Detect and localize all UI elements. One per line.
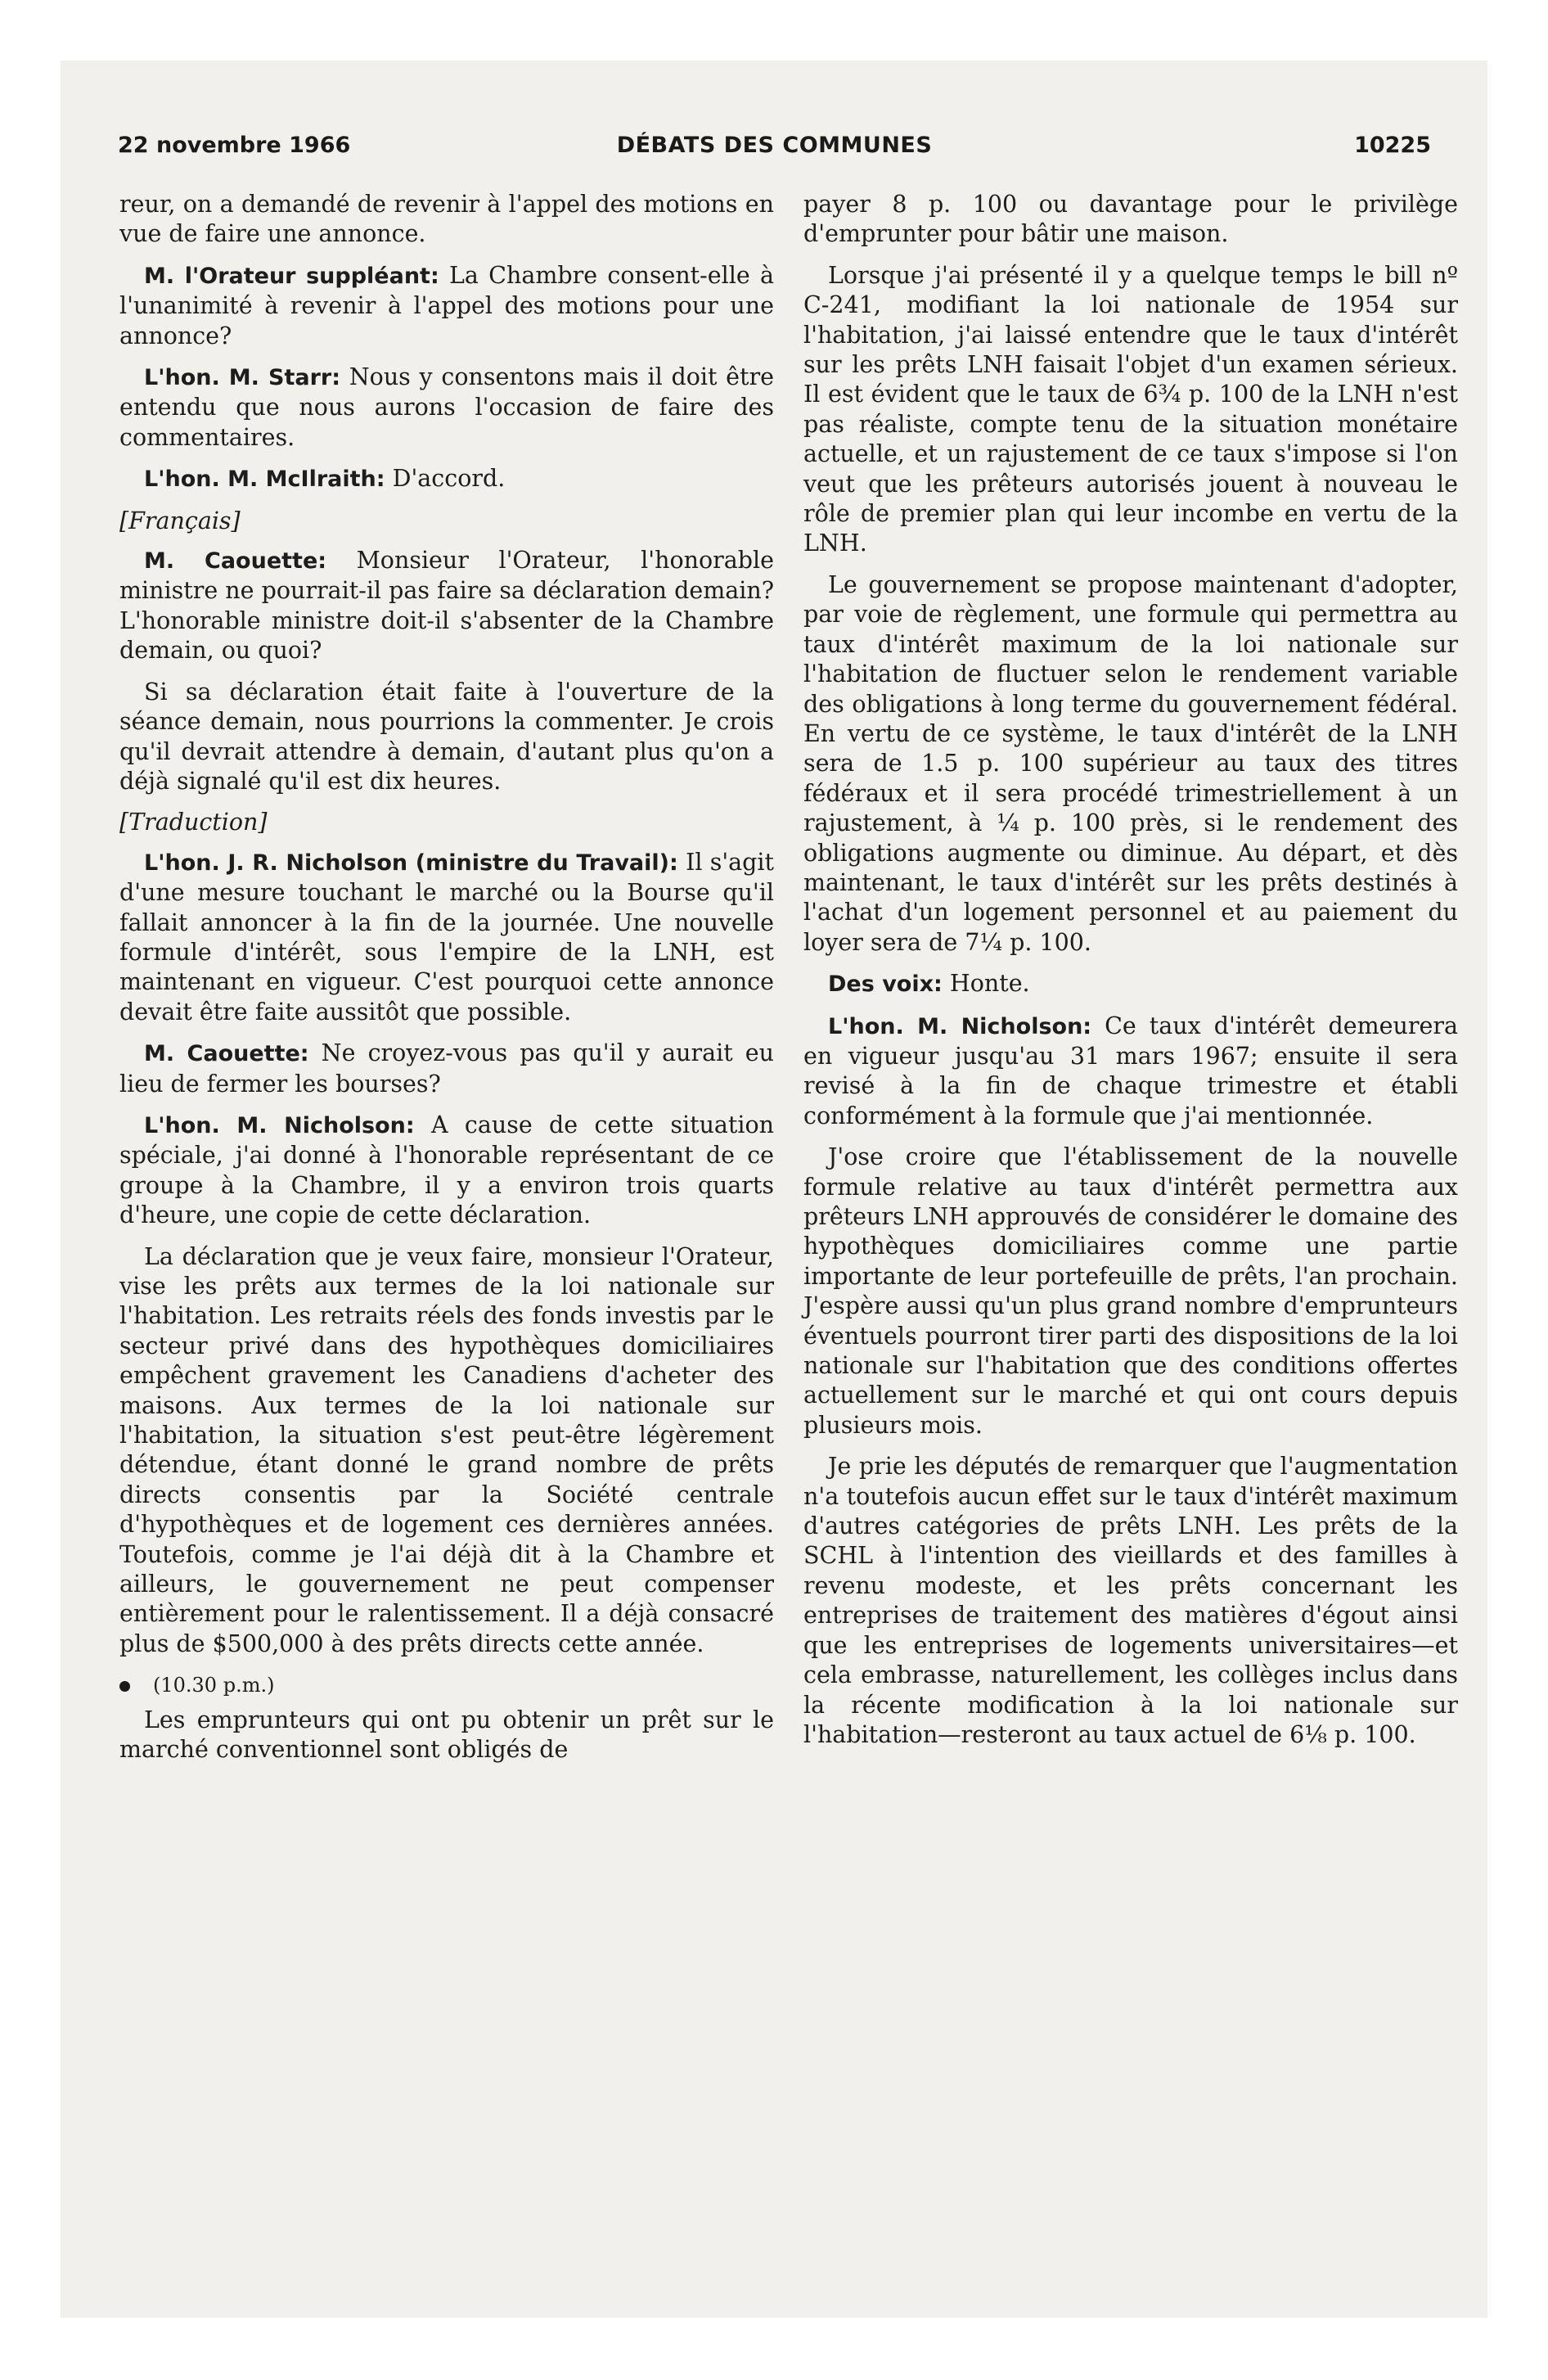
speaker-name: Des voix:: [828, 971, 943, 998]
speech-text: La Chambre consent-elle à l'unanimité à revenir à l'appel des motions pour une annonce?: [119, 261, 774, 349]
speech-paragraph: [119, 1039, 774, 1099]
page-header: [118, 133, 1431, 165]
speech-paragraph: [119, 1111, 774, 1231]
speech-paragraph: [119, 363, 774, 453]
speech-paragraph: [119, 848, 774, 1027]
speech-paragraph: [803, 969, 1458, 999]
speaker-name: L'hon. M. McIlraith:: [144, 467, 385, 493]
speech-paragraph: [803, 1012, 1458, 1132]
speech-text: Nous y consentons mais il doit être entendu que nous aurons l'occasion de faire des commentaires.: [119, 363, 774, 451]
language-marker: [Français]: [119, 507, 241, 534]
speech-paragraph: [119, 261, 774, 351]
header-page-number: 10225: [1354, 133, 1431, 158]
time-marker: (10.30 p.m.): [153, 1674, 275, 1697]
paragraph: reur, on a demandé de revenir à l'appel des motions en vue de faire une annonce.: [119, 191, 774, 248]
paragraph: Les emprunteurs qui ont pu obtenir un prêt sur le marché conventionnel sont obligés de: [119, 1706, 774, 1764]
speech-text: A cause de cette situation spéciale, j'ai donné à l'honorable représentant de ce groupe à la Chambre, il y a environ trois quarts d'heure, une copie de cette déclaration.: [119, 1111, 774, 1229]
speaker-name: M. Caouette:: [144, 548, 327, 575]
left-column: [119, 190, 774, 1777]
speech-text: Ce taux d'intérêt demeurera en vigueur jusqu'au 31 mars 1967; ensuite il sera revisé à la fin de chaque trimestre et établi conformément à la formule que j'ai mentionnée.: [803, 1012, 1458, 1129]
speaker-name: M. l'Orateur suppléant:: [144, 263, 439, 289]
paragraph: Le gouvernement se propose maintenant d'adopter, par voie de règlement, une formule qui permettra au taux d'intérêt maximum de la loi nationale sur l'habitation de fluctuer selon le rendement variable des obligations à long terme du gouvernement fédéral. En vertu de ce système, le taux d'intérêt de la LNH sera de 1.5 p. 100 supérieur au taux des titres fédéraux et il sera procédé trimestriellement à un rajustement, à ¼ p. 100 près, si le rendement des obligations augmente ou diminue. Au départ, et dès maintenant, le taux d'intérêt sur les prêts destinés à l'achat d'un logement personnel et au paiement du loyer sera de 7¼ p. 100.: [803, 570, 1458, 956]
bullet-icon: [119, 1681, 130, 1692]
speech-text: Il s'agit d'une mesure touchant le marché ou la Bourse qu'il fallait annoncer à la fin de la journée. Une nouvelle formule d'intérêt, sous l'empire de la LNH, est maintenant en vigueur. C'est pourquoi cette annonce devait être faite aussitôt que possible.: [119, 848, 774, 1025]
speech-text: D'accord.: [385, 465, 506, 493]
speaker-name: L'hon. M. Nicholson:: [144, 1112, 415, 1138]
speech-paragraph: [119, 546, 774, 666]
speech-text: Honte.: [942, 970, 1030, 998]
speaker-name: L'hon. M. Nicholson:: [828, 1013, 1092, 1039]
speech-paragraph: [119, 464, 774, 494]
paragraph: J'ose croire que l'établissement de la nouvelle formule relative au taux d'intérêt permettra aux prêteurs LNH approuvés de considérer le domaine des hypothèques domiciliaires comme une partie importante de leur portefeuille de prêts, l'an prochain. J'espère aussi qu'un plus grand nombre d'emprunteurs éventuels pourront tirer parti des dispositions de la loi nationale sur l'habitation que des conditions offertes actuellement sur le marché et qui ont cours depuis plusieurs mois.: [803, 1143, 1458, 1439]
paragraph: Je prie les députés de remarquer que l'augmentation n'a toutefois aucun effet sur le taux d'intérêt maximum d'autres catégories de prêts LNH. Les prêts de la SCHL à l'intention des vieillards et des familles à revenu modeste, et les prêts concernant les entreprises de traitement des matières d'égout ainsi que les entreprises de logements universitaires—et cela embrasse, naturellement, les collèges inclus dans la récente modification à la loi nationale sur l'habitation—resteront au taux actuel de 6⅛ p. 100.: [803, 1453, 1458, 1748]
paragraph: Lorsque j'ai présenté il y a quelque temps le bill nº C-241, modifiant la loi nationale de 1954 sur l'habitation, j'ai laissé entendre que le taux d'intérêt sur les prêts LNH faisait l'objet d'un examen sérieux. Il est évident que le taux de 6¾ p. 100 de la LNH n'est pas réaliste, compte tenu de la situation monétaire actuelle, et un rajustement de ce taux s'impose si l'on veut que les prêteurs autorisés jouent à nouveau le rôle de premier plan qui leur incombe en vertu de la LNH.: [803, 261, 1458, 557]
speech-text: Ne croyez-vous pas qu'il y aurait eu lieu de fermer les bourses?: [119, 1039, 774, 1098]
speaker-name: L'hon. J. R. Nicholson (ministre du Travail):: [144, 850, 678, 876]
speaker-name: L'hon. M. Starr:: [144, 365, 340, 391]
header-date: 22 novembre 1966: [118, 133, 351, 158]
speaker-name: M. Caouette:: [144, 1041, 309, 1067]
right-column: [803, 190, 1458, 1761]
header-title: DÉBATS DES COMMUNES: [616, 133, 933, 158]
language-marker: [Traduction]: [119, 809, 268, 836]
paragraph: payer 8 p. 100 ou davantage pour le privilège d'emprunter pour bâtir une maison.: [803, 191, 1458, 248]
speech-text: Monsieur l'Orateur, l'honorable ministre ne pourrait-il pas faire sa déclaration demain? L'honorable ministre doit-il s'absenter de la Chambre demain, ou quoi?: [119, 547, 774, 665]
paragraph: Si sa déclaration était faite à l'ouverture de la séance demain, nous pourrions la commenter. Je crois qu'il devrait attendre à demain, d'autant plus qu'on a déjà signalé qu'il est dix heures.: [119, 678, 774, 795]
paragraph: La déclaration que je veux faire, monsieur l'Orateur, vise les prêts aux termes de la loi nationale sur l'habitation. Les retraits réels des fonds investis par le secteur privé dans des hypothèques domiciliaires empêchent gravement les Canadiens d'acheter des maisons. Aux termes de la loi nationale sur l'habitation, la situation s'est peut-être légèrement détendue, étant donné le grand nombre de prêts directs consentis par la Société centrale d'hypothèques et de logement ces dernières années. Toutefois, comme je l'ai déjà dit à la Chambre et ailleurs, le gouvernement ne peut compenser entièrement pour le ralentissement. Il a déjà consacré plus de $500,000 à des prêts directs cette année.: [119, 1242, 774, 1657]
time-marker-line: [119, 1670, 774, 1700]
